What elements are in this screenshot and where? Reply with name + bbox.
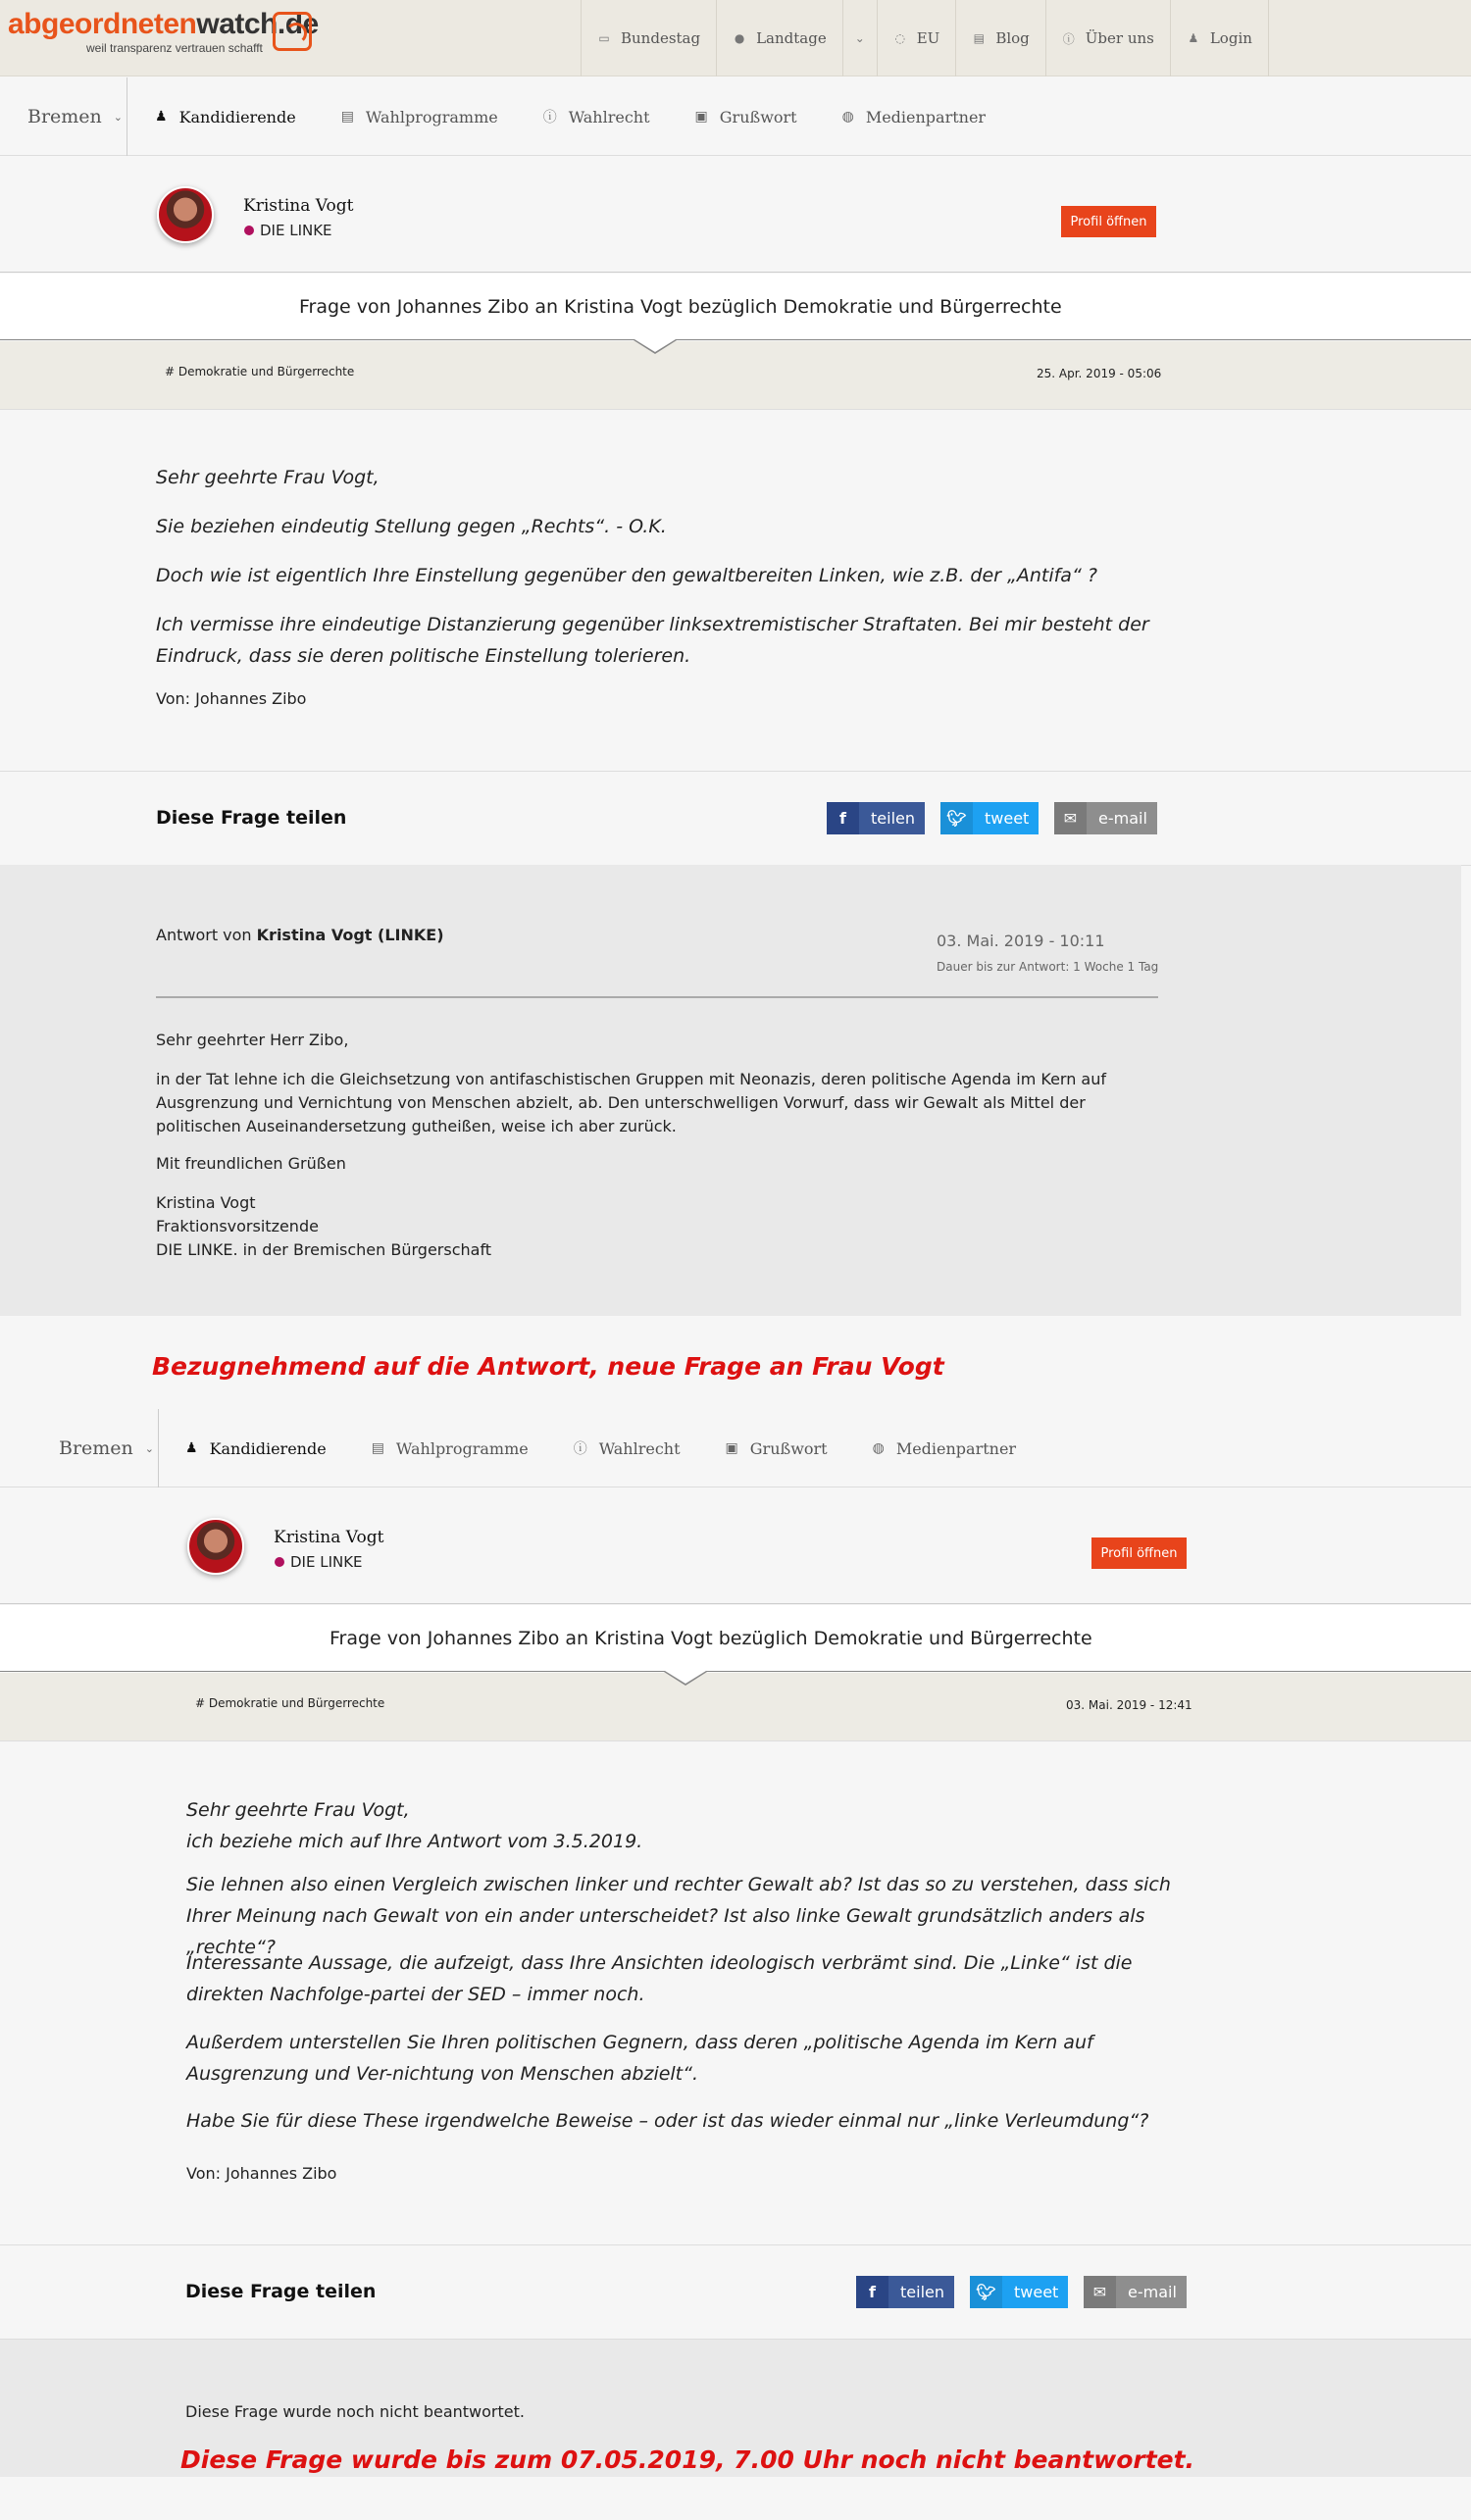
twitter-icon: 🐦︎ <box>970 2276 1002 2308</box>
share-email-label: e-mail <box>1128 2283 1177 2301</box>
avatar[interactable] <box>157 186 214 243</box>
share-twitter-label: tweet <box>1014 2283 1059 2301</box>
tab-label: Wahlrecht <box>568 107 650 126</box>
politician-name[interactable]: Kristina Vogt <box>243 196 354 216</box>
user-icon: ♟ <box>1188 31 1199 45</box>
info-icon: ⓘ <box>542 110 557 126</box>
info-icon: ⓘ <box>1062 31 1075 46</box>
region-select[interactable] <box>31 1409 159 1487</box>
unanswered-text: Diese Frage wurde noch nicht beantwortet. <box>185 2402 525 2421</box>
person-icon: ♟ <box>155 109 168 125</box>
nav-landtage-dropdown[interactable] <box>842 0 877 76</box>
document-icon: ▤ <box>340 109 354 125</box>
topic-tag[interactable]: # Demokratie und Bürgerrechte <box>195 1696 385 1710</box>
answer-from <box>156 926 444 944</box>
nav-label: Über uns <box>1085 29 1154 47</box>
info-icon: ⓘ <box>573 1441 587 1457</box>
question-title: Frage von Johannes Zibo an Kristina Vogt bezüglich Demokratie und Bürgerrechte <box>0 1605 1471 1672</box>
party-label <box>244 222 332 239</box>
answer-signature-org: DIE LINKE. in der Bremischen Bürgerschaft <box>156 1240 492 1259</box>
pointer-notch <box>634 340 677 354</box>
nav-label: Landtage <box>756 29 827 47</box>
nav-label: Blog <box>995 29 1030 47</box>
party-label <box>275 1553 363 1571</box>
answer-signature-role: Fraktionsvorsitzende <box>156 1217 319 1235</box>
person-icon: ♟ <box>185 1440 198 1456</box>
nav-login[interactable] <box>1170 0 1269 76</box>
eu-stars-icon: ◌ <box>894 31 905 45</box>
question-paragraph: Sehr geehrte Frau Vogt, <box>156 467 380 488</box>
share-facebook-button[interactable] <box>856 2276 954 2308</box>
question-body <box>0 1742 1471 2245</box>
twitter-icon: 🐦︎ <box>940 802 973 834</box>
tab-label: Medienpartner <box>895 1438 1017 1458</box>
question-meta <box>0 1673 1471 1741</box>
sub-nav <box>0 1409 1471 1487</box>
document-icon: ▤ <box>371 1440 384 1456</box>
chevron-down-icon: ⌄ <box>144 1441 155 1455</box>
share-twitter-button[interactable] <box>970 2276 1068 2308</box>
region-select[interactable] <box>0 77 127 156</box>
nav-bundestag[interactable] <box>581 0 716 76</box>
share-email-button[interactable] <box>1084 2276 1187 2308</box>
logo-text-bold: watch.de <box>196 8 319 40</box>
share-facebook-button[interactable] <box>827 802 925 834</box>
tab-label: Wahlprogramme <box>395 1438 529 1458</box>
tab-label: Medienpartner <box>865 107 987 126</box>
share-twitter-button[interactable] <box>940 802 1039 834</box>
question-date: 25. Apr. 2019 - 05:06 <box>1037 367 1162 380</box>
region-label: Bremen <box>59 1437 133 1459</box>
chevron-down-icon: ⌄ <box>854 31 865 45</box>
share-facebook-label: teilen <box>900 2283 944 2301</box>
main-nav <box>581 0 1269 76</box>
party-name: DIE LINKE <box>260 222 332 239</box>
facebook-icon: f <box>827 802 859 834</box>
divider <box>156 996 1158 998</box>
share-twitter-label: tweet <box>985 809 1030 828</box>
nav-label: Bundestag <box>621 29 701 47</box>
tab-label: Kandidierende <box>178 107 296 126</box>
tab-label: Grußwort <box>719 107 797 126</box>
party-dot-icon <box>244 226 254 235</box>
tab-kandidierende[interactable] <box>155 108 296 126</box>
annotation-note: Bezugnehmend auf die Antwort, neue Frage an Frau Vogt <box>152 1352 944 1381</box>
answer-block <box>0 865 1461 1316</box>
nav-ueber-uns[interactable] <box>1045 0 1170 76</box>
open-profile-button[interactable]: Profil öffnen <box>1061 206 1156 237</box>
answer-signature-name: Kristina Vogt <box>156 1193 256 1212</box>
tab-grusswort[interactable] <box>695 108 797 126</box>
frame-icon: ▣ <box>725 1440 738 1456</box>
sub-nav <box>0 77 1471 156</box>
open-profile-button[interactable]: Profil öffnen <box>1091 1537 1187 1569</box>
question-paragraph: Außerdem unterstellen Sie Ihren politischen Gegnern, dass deren „politische Agenda im Kern auf Ausgrenzung und Ver-nichtung von Menschen abzielt“. <box>186 2032 1093 2085</box>
party-dot-icon <box>275 1557 284 1567</box>
answer-author[interactable]: Kristina Vogt (LINKE) <box>256 926 444 944</box>
answer-duration: Dauer bis zur Antwort: 1 Woche 1 Tag <box>937 960 1159 974</box>
logo-text-main: abgeordneten <box>8 8 197 40</box>
frame-icon: ▣ <box>694 109 708 125</box>
nav-landtage[interactable] <box>716 0 842 76</box>
globe-icon: ◍ <box>841 109 854 125</box>
sub-nav-tabs <box>185 1409 1061 1487</box>
tab-medienpartner[interactable] <box>873 1439 1016 1458</box>
tab-wahlprogramme[interactable] <box>341 108 498 126</box>
share-facebook-label: teilen <box>871 809 915 828</box>
tab-wahlprogramme[interactable] <box>372 1439 529 1458</box>
answer-body: in der Tat lehne ich die Gleichsetzung von antifaschistischen Gruppen mit Neonazis, deren politische Agenda im Kern auf Ausgrenzung und Vernichtung von Menschen abzielt, ab. Den unterschwelligen Vorwurf, dass wir Gewalt als Mittel der politischen Auseinandersetzung gutheißen, weise ich aber zurück. <box>156 1070 1107 1135</box>
avatar[interactable] <box>187 1518 244 1575</box>
facebook-icon: f <box>856 2276 888 2308</box>
nav-label: EU <box>916 29 940 47</box>
party-name: DIE LINKE <box>290 1553 363 1571</box>
tab-grusswort[interactable] <box>726 1439 828 1458</box>
question-title: Frage von Johannes Zibo an Kristina Vogt bezüglich Demokratie und Bürgerrechte <box>0 274 1471 340</box>
question-author: Von: Johannes Zibo <box>186 2164 337 2183</box>
question-paragraph: Ich vermisse ihre eindeutige Distanzierung gegenüber linksextremistischer Straftaten. Bei mir besteht der Eindruck, dass sie deren politische Einstellung tolerieren. <box>156 614 1149 667</box>
annotation-note: Diese Frage wurde bis zum 07.05.2019, 7.00 Uhr noch nicht beantwortet. <box>180 2445 1195 2474</box>
tab-label: Wahlprogramme <box>365 107 498 126</box>
share-email-label: e-mail <box>1098 809 1147 828</box>
question-author: Von: Johannes Zibo <box>156 689 307 708</box>
tab-kandidierende[interactable] <box>185 1439 327 1458</box>
question-paragraph: Sie lehnen also einen Vergleich zwischen linker und rechter Gewalt ab? Ist das so zu verstehen, dass sich Ihrer Meinung nach Gewalt von ein ander unterscheidet? Ist also linke Gewalt grundsätzlich anders als „rechte“? <box>186 1874 1171 1958</box>
politician-profile <box>0 1488 1471 1604</box>
tab-label: Grußwort <box>749 1438 828 1458</box>
tab-label: Kandidierende <box>209 1438 327 1458</box>
nav-label: Login <box>1209 29 1252 47</box>
question-body <box>0 411 1471 772</box>
share-label: Diese Frage teilen <box>185 2281 377 2302</box>
share-row <box>0 2246 1471 2340</box>
site-header <box>0 0 1471 76</box>
tab-medienpartner[interactable] <box>842 108 986 126</box>
question-paragraph: Sehr geehrte Frau Vogt, <box>186 1799 410 1821</box>
sub-nav-tabs <box>155 77 1031 156</box>
question-paragraph: Doch wie ist eigentlich Ihre Einstellung gegenüber den gewaltbereiten Linken, wie z.B. der „Antifa“ ? <box>156 565 1097 586</box>
map-icon: ● <box>734 31 745 45</box>
document-icon: ▤ <box>973 31 985 45</box>
question-paragraph: Interessante Aussage, die aufzeigt, dass Ihre Ansichten ideologisch verbrämt sind. Die „Linke“ ist die direkten Nachfolge-partei der SED – immer noch. <box>186 1952 1133 2005</box>
politician-name[interactable]: Kristina Vogt <box>274 1528 384 1547</box>
tab-wahlrecht[interactable] <box>574 1438 681 1458</box>
pointer-notch <box>664 1672 707 1686</box>
topic-tag[interactable]: # Demokratie und Bürgerrechte <box>165 365 355 378</box>
question-date: 03. Mai. 2019 - 12:41 <box>1066 1698 1192 1712</box>
question-paragraph: Habe Sie für diese These irgendwelche Beweise – oder ist das wieder einmal nur „linke Verleumdung“? <box>186 2110 1149 2132</box>
nav-eu[interactable] <box>877 0 956 76</box>
politician-profile <box>0 157 1471 273</box>
globe-icon: ◍ <box>872 1440 885 1456</box>
share-row <box>0 773 1471 866</box>
share-label: Diese Frage teilen <box>156 807 347 829</box>
region-label: Bremen <box>27 106 102 127</box>
logo-mark-icon <box>273 12 312 51</box>
answer-greeting: Sehr geehrter Herr Zibo, <box>156 1031 349 1049</box>
question-paragraph: ich beziehe mich auf Ihre Antwort vom 3.5.2019. <box>186 1831 643 1852</box>
tab-label: Wahlrecht <box>598 1438 681 1458</box>
chevron-down-icon: ⌄ <box>113 110 124 124</box>
share-email-button[interactable] <box>1054 802 1157 834</box>
envelope-icon: ✉ <box>1084 2276 1116 2308</box>
nav-blog[interactable] <box>955 0 1044 76</box>
question-meta <box>0 341 1471 410</box>
envelope-icon: ✉ <box>1054 802 1087 834</box>
answer-closing: Mit freundlichen Grüßen <box>156 1154 346 1173</box>
answer-from-prefix: Antwort von <box>156 926 257 944</box>
parliament-icon: ▭ <box>598 31 610 45</box>
question-paragraph: Sie beziehen eindeutig Stellung gegen „Rechts“. - O.K. <box>156 516 667 537</box>
answer-date: 03. Mai. 2019 - 10:11 <box>937 932 1105 950</box>
logo-tagline: weil transparenz vertrauen schafft <box>86 41 263 55</box>
tab-wahlrecht[interactable] <box>543 107 650 126</box>
